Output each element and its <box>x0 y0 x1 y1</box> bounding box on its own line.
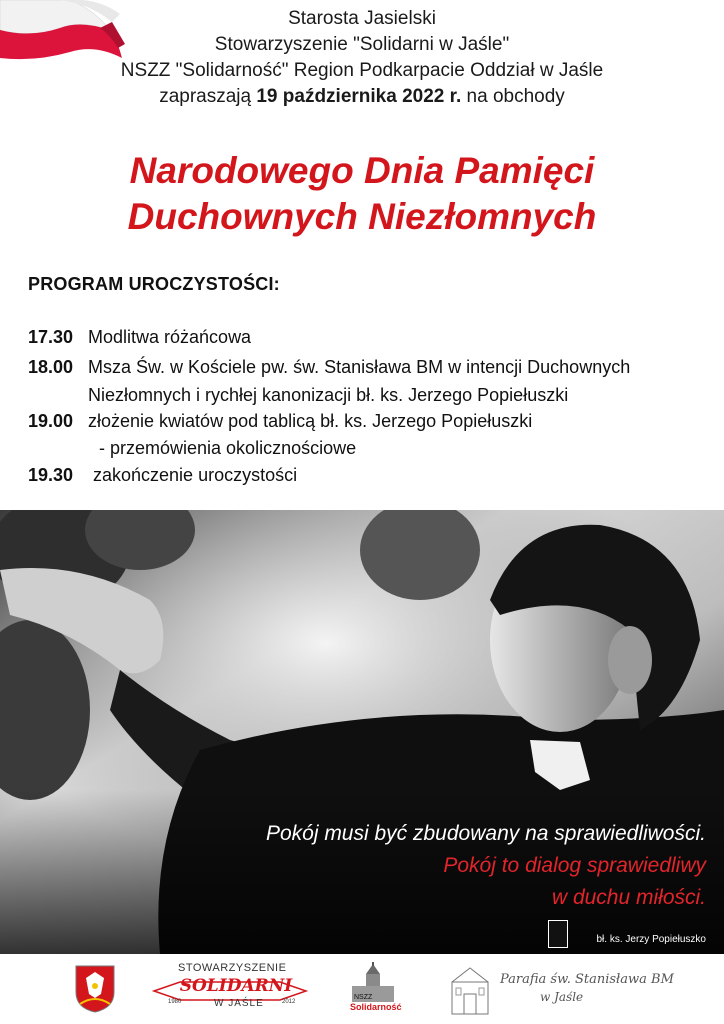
header-organizer-1: Starosta Jasielski <box>288 8 436 29</box>
program-text: - przemówienia okolicznościowe <box>94 438 357 458</box>
event-date: 19 października 2022 r. <box>256 86 462 107</box>
invitation-post: na obchody <box>466 86 565 107</box>
nszz-label: NSZZ <box>354 994 373 1001</box>
program-item <box>28 407 532 435</box>
program-text: złożenie kwiatów pod tablicą bł. ks. Jerzego Popiełuszki <box>88 411 533 431</box>
program-item <box>28 434 356 462</box>
solidarnosc-label: Solidarność <box>350 1002 402 1012</box>
program-text: Msza Św. w Kościele pw. św. Stanisława BM w intencji Duchownych <box>88 357 631 377</box>
coat-of-arms-icon <box>74 964 116 1014</box>
solidarni-label: SOLIDARNI <box>179 976 293 996</box>
w-jasle-label: W JAŚLE <box>214 998 264 1009</box>
quote-line-2: Pokój to dialog sprawiedliwy <box>443 854 706 877</box>
program-item <box>28 381 568 409</box>
program-item <box>28 461 297 489</box>
event-title-line1: Narodowego Dnia Pamięci <box>129 150 595 191</box>
program-time: 18.00 <box>28 357 74 377</box>
program-item <box>28 323 251 351</box>
header-invitation <box>0 84 724 110</box>
parish-name: Parafia św. Stanisława BM <box>500 972 674 987</box>
quote-author: bł. ks. Jerzy Popiełuszko <box>596 934 706 945</box>
program-text: Modlitwa różańcowa <box>88 327 252 347</box>
church-icon <box>344 962 404 1016</box>
quote-line-1: Pokój musi być zbudowany na sprawiedliwości. <box>265 822 706 845</box>
program-time: 19.30 <box>28 465 74 485</box>
parish-church-icon <box>448 964 492 1016</box>
stowarzyszenie-label: STOWARZYSZENIE <box>178 962 287 974</box>
header-organizer-2: Stowarzyszenie "Solidarni w Jaśle" <box>214 34 510 55</box>
program-text: Niezłomnych i rychłej kanonizacji bł. ks. Jerzego Popiełuszki <box>88 385 569 405</box>
quote-line-3: w duchu miłości. <box>551 886 706 909</box>
program-item <box>28 353 630 381</box>
program-time: 17.30 <box>28 327 74 347</box>
event-title-line2: Duchownych Niezłomnych <box>127 196 597 237</box>
parish-town: w Jaśle <box>540 990 584 1004</box>
program-heading: PROGRAM UROCZYSTOŚCI: <box>28 274 280 294</box>
program-text: zakończenie uroczystości <box>88 465 298 485</box>
invitation-pre: zapraszają <box>159 86 252 107</box>
stow-year-right: 2012 <box>282 999 296 1005</box>
signature-icon <box>548 920 568 948</box>
program-time: 19.00 <box>28 411 74 431</box>
footer-logos <box>0 954 724 1024</box>
stow-year-left: 1980 <box>168 999 182 1005</box>
header-organizer-3: NSZZ "Solidarność" Region Podkarpacie Oddział w Jaśle <box>120 60 604 81</box>
